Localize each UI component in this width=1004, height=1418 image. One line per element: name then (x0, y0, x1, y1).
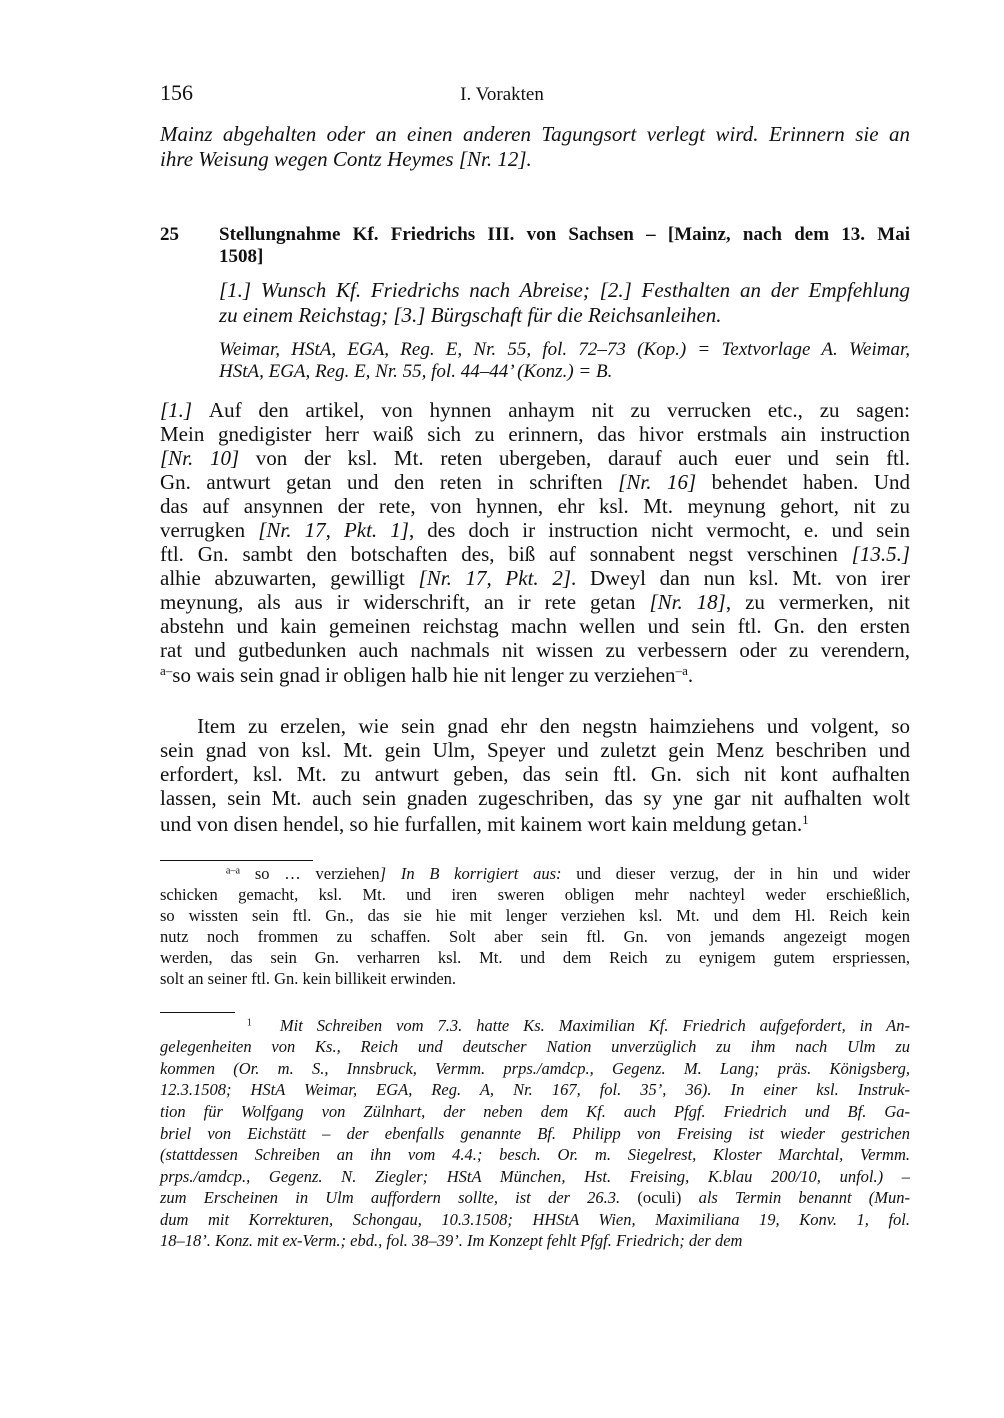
text-span: so wais sein gnad ir obligen halb hie nit lenger zu verziehen (172, 663, 676, 688)
text-span: [Nr. 10] (160, 446, 256, 470)
text-span: . (687, 663, 694, 688)
footnote-a-line (160, 866, 910, 883)
text-span: sein gnad von ksl. Mt. gein Ulm, Speyer und zuletzt gein Menz beschriben und (160, 738, 910, 762)
text-span: Mein gnedigister herr waiß sich zu erinnern, das hivor erstmals ain instruction (160, 422, 910, 446)
text-span: nutz noch frommen zu schaffen. Solt aber sein ftl. Gn. von jemands angezeigt mogen (160, 927, 910, 946)
text-span: [Mainz, nach dem 13. Mai (667, 224, 910, 245)
paragraph-2-line (160, 740, 910, 761)
paragraph-2-line (160, 764, 910, 785)
text-span: als Termin benannt (Mun- (698, 1188, 911, 1207)
footnote-1-line (160, 1190, 910, 1207)
text-span: [1.] Wunsch Kf. Friedrichs nach Abreise; [2.] Festhalten an der Empfehlung (219, 278, 910, 302)
footnote-rule (160, 860, 313, 861)
text-span: Auf den artikel, von hynnen anhaym nit zu verrucken etc., zu sagen: (208, 398, 910, 422)
paragraph-2-line (160, 813, 910, 835)
document-title-line (219, 247, 910, 266)
text-span: und dieser verzug, der in hin und wider (576, 864, 911, 883)
note-marker: 1 (802, 812, 809, 827)
text-span: . Dweyl dan nun ksl. Mt. von irer (571, 566, 911, 590)
note-marker: a– (160, 663, 173, 678)
paragraph-1-line (160, 592, 910, 613)
text-span: Weimar, HStA, EGA, Reg. E, Nr. 55, fol. 72–73 (Kop.) = Textvorlage A. Weimar, (219, 339, 910, 360)
footnote-1-line (160, 1061, 910, 1078)
text-span: Stellungnahme Kf. Friedrichs III. von Sachsen – (219, 224, 668, 245)
text-span: 18–18’. Konz. mit ex-Verm.; ebd., fol. 38–39’. Im Konzept fehlt Pfgf. Friedrich; der dem (160, 1231, 743, 1250)
text-span: zum Erscheinen in Ulm auffordern sollte, ist der 26.3. (160, 1188, 638, 1207)
footnote-1-line (160, 1018, 910, 1035)
text-span: briel von Eichstätt – der ebenfalls genannte Bf. Philipp von Freising ist wieder gestrichen (160, 1124, 910, 1143)
text-span: lassen, sein Mt. auch sein gnaden zugeschriben, das sy yne gar nit aufhalten wolt (160, 786, 910, 810)
paragraph-1-line (160, 664, 910, 686)
text-span: ] In B korrigiert aus: (379, 864, 577, 883)
source-note-line (219, 362, 910, 381)
document-number: 25 (160, 224, 179, 245)
footnote-1-line (160, 1233, 910, 1250)
text-span: solt an seiner ftl. Gn. kein billikeit erwinden. (160, 969, 457, 988)
note-marker: a–a (160, 865, 241, 877)
text-span: 12.3.1508; HStA Weimar, EGA, Reg. A, Nr. 167, fol. 35’, 36). In einer ksl. Instruk- (160, 1080, 910, 1099)
document-summary-line (219, 305, 910, 326)
paragraph-1-line (160, 544, 910, 565)
text-span: HStA, EGA, Reg. E, Nr. 55, fol. 44–44’ (Konz.) = B. (219, 361, 613, 382)
note-marker: –a (675, 663, 688, 678)
text-span: Gn. antwurt getan und den reten in schriften (160, 470, 619, 494)
footnote-1-line (160, 1039, 910, 1056)
text-span: [Nr. 17, Pkt. 1] (258, 518, 409, 542)
text-span: von der ksl. Mt. reten ubergeben, darauf auch euer und sein ftl. (255, 446, 910, 470)
text-span: erfordert, ksl. Mt. zu antwurt geben, das sein ftl. Gn. sich nit kont aufhalten (160, 762, 910, 786)
text-span: behendet haben. Und (711, 470, 911, 494)
text-span: [Nr. 17, Pkt. 2] (418, 566, 572, 590)
text-span: ihre Weisung wegen Contz Heymes [Nr. 12]. (160, 147, 532, 171)
paragraph-1-line (160, 472, 910, 493)
page-number: 156 (160, 80, 193, 105)
footnote-a-line (160, 971, 910, 988)
text-span: 1508] (219, 246, 264, 267)
footnote-1-line (160, 1082, 910, 1099)
text-span: Item zu erzelen, wie sein gnad ehr den negstn haimziehens und volgent, so (160, 714, 910, 738)
text-span: zu einem Reichstag; [3.] Bürgschaft für die Reichsanleihen. (219, 303, 722, 327)
source-note-line (219, 340, 910, 359)
text-span: [13.5.] (851, 542, 910, 566)
paragraph-2-line (160, 716, 910, 737)
text-span: Mainz abgehalten oder an einen anderen Tagungsort verlegt wird. Erinnern sie an (160, 122, 910, 146)
paragraph-1-line (160, 568, 910, 589)
paragraph-1-line (160, 448, 910, 469)
text-span: tion für Wolfgang von Zülnhart, der neben dem Kf. auch Pfgf. Friedrich und Bf. Ga- (160, 1102, 910, 1121)
text-span: (stattdessen Schreiben an ihn vom 4.4.; besch. Or. m. Siegelrest, Kloster Marchtal, Vermm. (160, 1145, 910, 1164)
intro-text-line (160, 124, 910, 145)
text-span: meynung, als aus ir widerschrift, an ir rete getan (160, 590, 650, 614)
paragraph-1-line (160, 640, 910, 661)
footnote-rule (160, 1012, 235, 1013)
paragraph-2-line (160, 788, 910, 809)
text-span: [Nr. 18] (649, 590, 726, 614)
paragraph-1-line (160, 616, 910, 637)
text-span: abstehn und kain gemeinen reichstag machn wellen und sein ftl. Gn. den ersten (160, 614, 910, 638)
text-span: , des doch ir instruction nicht vermocht, e. und sein (408, 518, 910, 542)
text-span: das auf ansynnen der rete, von hynnen, ehr ksl. Mt. meynung gehort, nit zu (160, 494, 910, 518)
text-span: werden, das sein Gn. verharren ksl. Mt. und dem Reich zu eynigem gutem erspriessen, (160, 948, 910, 967)
text-span: kommen (Or. m. S., Innsbruck, Vermm. prps./amdcp., Gegenz. M. Lang; präs. Königsberg, (160, 1059, 910, 1078)
text-span: dum mit Korrekturen, Schongau, 10.3.1508; HHStA Wien, Maximiliana 19, Konv. 1, fol. (160, 1210, 910, 1229)
paragraph-1-line (160, 400, 910, 421)
text-span: gelegenheiten von Ks., Reich und deutscher Nation unverzüglich zu ihm nach Ulm zu (160, 1037, 910, 1056)
footnote-1-line (160, 1212, 910, 1229)
running-head: I. Vorakten (460, 84, 544, 105)
document-summary-line (219, 280, 910, 301)
footnote-a-line (160, 887, 910, 904)
text-span: , zu vermerken, nit (725, 590, 910, 614)
text-span: schicken gemacht, ksl. Mt. und iren sweren obligen mehr nachteyl weder erschießlich, (160, 885, 910, 904)
footnote-1-line (160, 1169, 910, 1186)
note-marker: 1 (160, 1017, 252, 1029)
paragraph-1-line (160, 496, 910, 517)
paragraph-1-line (160, 424, 910, 445)
text-span: und von disen hendel, so hie furfallen, mit kainem wort kain meldung getan. (160, 812, 803, 837)
text-span: alhie abzuwarten, gewilligt (160, 566, 419, 590)
text-span: rat und gutbedunken auch nachmals nit wissen zu verbessern oder zu verendern, (160, 638, 910, 662)
footnote-a-line (160, 929, 910, 946)
paragraph-1-line (160, 520, 910, 541)
footnote-1-line (160, 1147, 910, 1164)
text-span: [1.] (160, 398, 209, 422)
text-span: verrugken (160, 518, 259, 542)
text-span: ftl. Gn. sambt den botschaften des, biß auf sonnabent negst verschinen (160, 542, 852, 566)
document-title-line (219, 225, 910, 244)
text-span: so … verziehen (240, 864, 380, 883)
text-span: Mit Schreiben vom 7.3. hatte Ks. Maximilian Kf. Friedrich aufgefordert, in An- (251, 1016, 910, 1035)
text-span: (oculi) (637, 1188, 699, 1207)
intro-text-line (160, 149, 910, 170)
footnote-a-line (160, 908, 910, 925)
footnote-1-line (160, 1104, 910, 1121)
text-span: [Nr. 16] (618, 470, 712, 494)
footnote-1-line (160, 1126, 910, 1143)
text-span: prps./amdcp., Gegenz. N. Ziegler; HStA München, Hst. Freising, K.blau 200/10, unfol.) – (160, 1167, 910, 1186)
footnote-a-line (160, 950, 910, 967)
text-span: so wissten sein ftl. Gn., das sie hie mit lenger verziehen ksl. Mt. und dem Hl. Reich kein (160, 906, 910, 925)
